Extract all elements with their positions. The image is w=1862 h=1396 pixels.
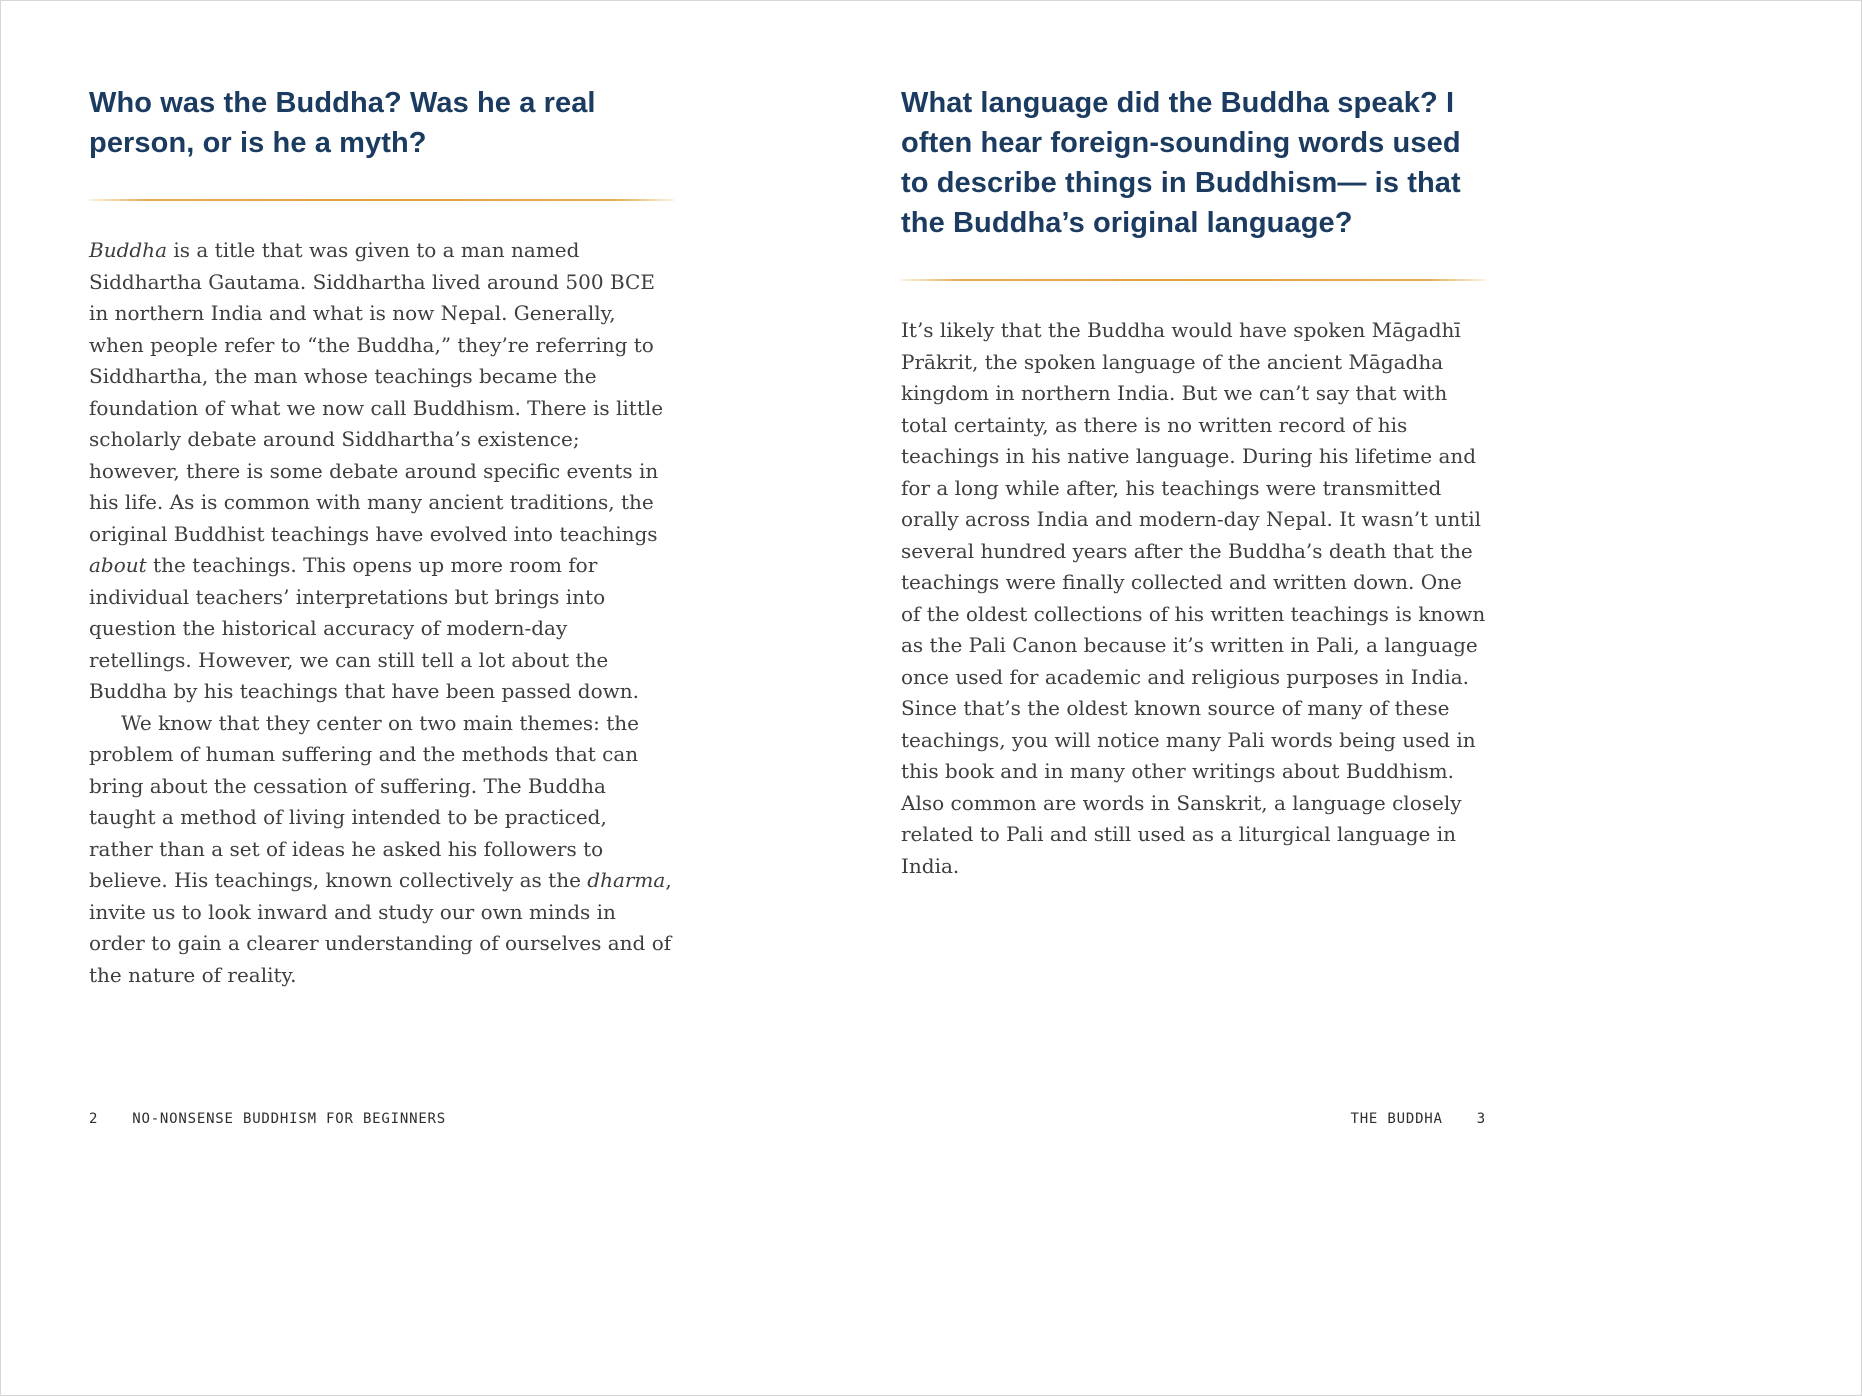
left-page-number: 2 [89, 1111, 99, 1127]
paragraph: Buddha is a title that was given to a man named Siddhartha Gautama. Siddhartha lived around 500 BCE in northern India and what is now Nepal. Generally, when people refer to “the Buddha,” they’re referring to Siddhartha, the man whose teachings became the foundation of what we now call Buddhism. There is little scholarly debate around Siddhartha’s existence; however, there is some debate around specific events in his life. As is common with many ancient traditions, the original Buddhist teachings have evolved into teachings about the teachings. This opens up more room for individual teachers’ interpretations but brings into question the historical accuracy of modern-day retellings. However, we can still tell a lot about the Buddha by his teachings that have been passed down. [89, 238, 664, 703]
paragraph: We know that they center on two main themes: the problem of human suffering and the methods that can bring about the cessation of suffering. The Buddha taught a method of living intended to be practiced, rather than a set of ideas he asked his followers to believe. His teachings, known collectively as the dharma, invite us to look inward and study our own minds in order to gain a clearer understanding of ourselves and of the nature of reality. [89, 710, 672, 987]
right-running-title: THE BUDDHA [1350, 1111, 1443, 1127]
left-page-heading: Who was the Buddha? Was he a real person, or is he a myth? [89, 87, 596, 159]
right-page-column [901, 83, 1486, 882]
left-running-title: NO-NONSENSE BUDDHISM FOR BEGINNERS [132, 1111, 447, 1127]
right-page-footer [901, 1111, 1486, 1127]
right-gold-divider [901, 279, 1486, 281]
right-page-body [901, 315, 1486, 882]
left-gold-divider [89, 199, 674, 201]
right-page-heading: What language did the Buddha speak? I often hear foreign-sounding words used to describe things in Buddhism— is that the Buddha’s original language? [901, 87, 1461, 239]
right-page-number: 3 [1476, 1111, 1486, 1127]
paragraph: It’s likely that the Buddha would have spoken Māgadhī Prākrit, the spoken language of the ancient Māgadha kingdom in northern India. But we can’t say that with total certainty, as there is no written record of his teachings in his native language. During his lifetime and for a long while after, his teachings were transmitted orally across India and modern-day Nepal. It wasn’t until several hundred years after the Buddha’s death that the teachings were finally collected and written down. One of the oldest collections of his written teachings is known as the Pali Canon because it’s written in Pali, a language once used for academic and religious purposes in India. Since that’s the oldest known source of many of these teachings, you will notice many Pali words being used in this book and in many other writings about Buddhism. Also common are words in Sanskrit, a language closely related to Pali and still used as a liturgical language in India. [901, 318, 1486, 878]
left-page-column [89, 83, 674, 991]
left-page-footer [89, 1111, 674, 1127]
left-page-body [89, 235, 674, 991]
